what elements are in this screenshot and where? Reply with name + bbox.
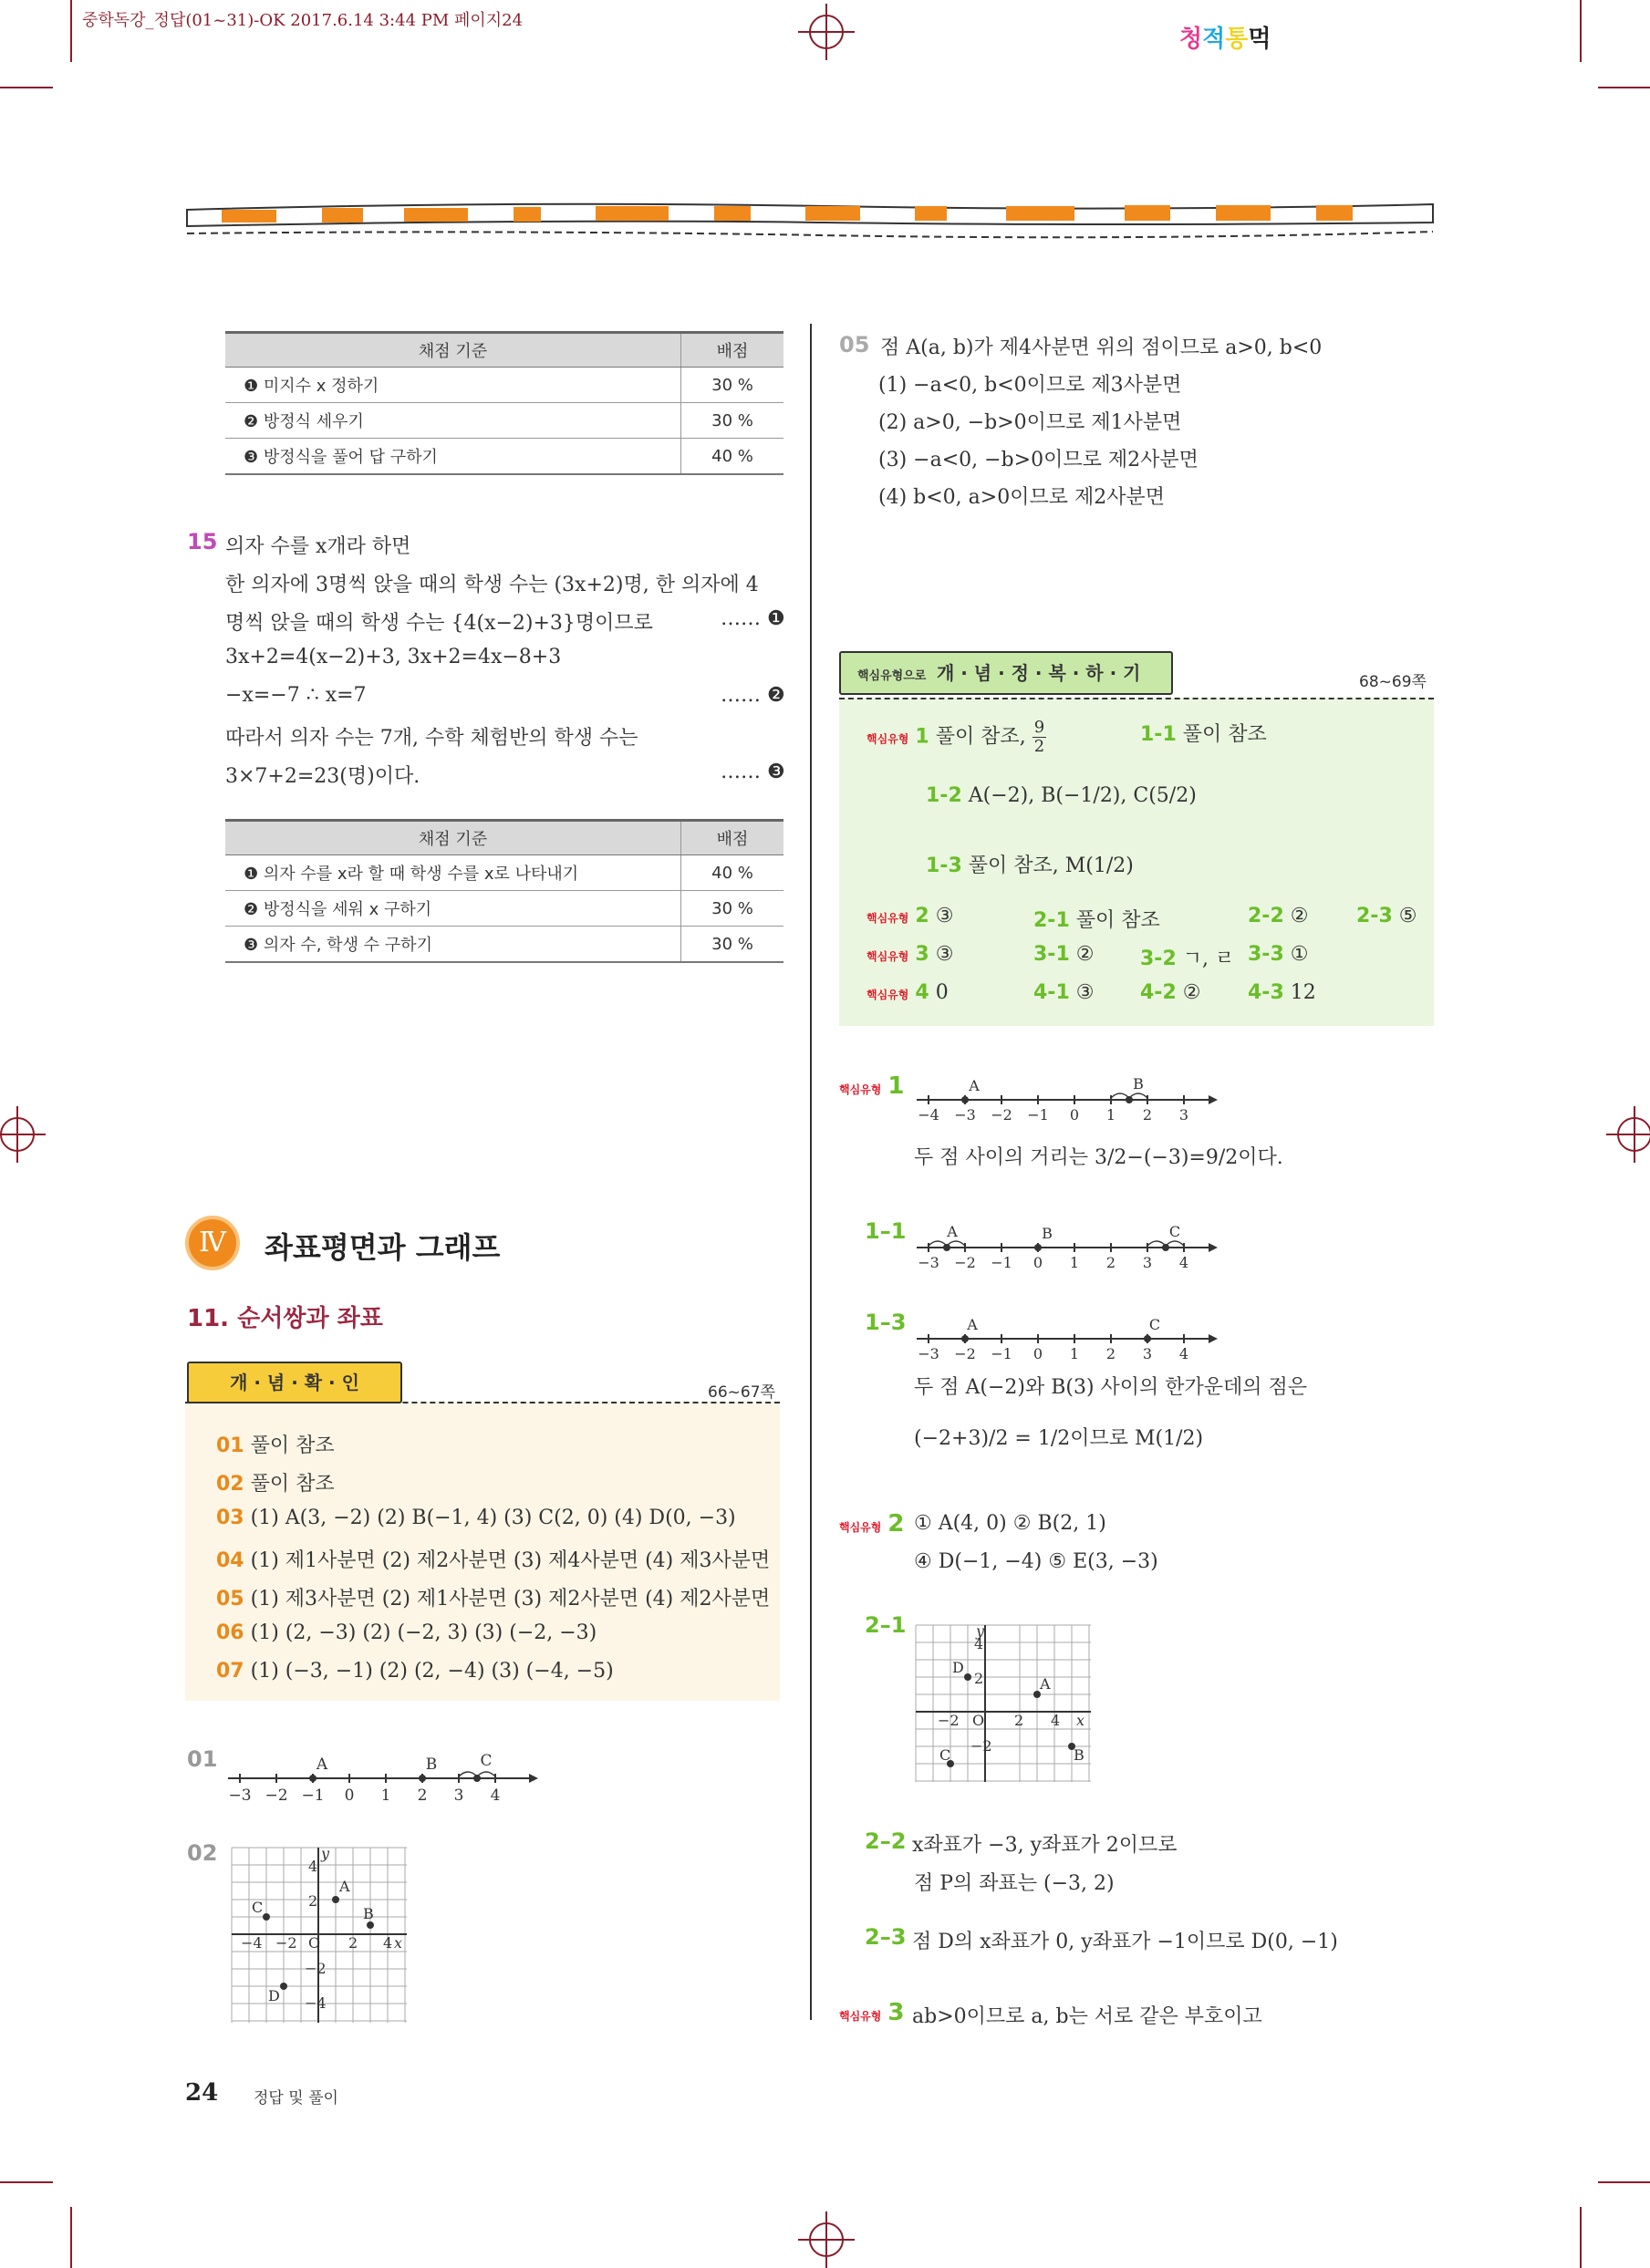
svg-text:C: C: [1168, 1223, 1181, 1240]
svg-text:A: A: [947, 1223, 958, 1240]
column-divider: [810, 324, 812, 2020]
points-cell: 30 %: [681, 368, 784, 403]
table-row: [225, 927, 783, 963]
step-marker: …… ❷: [721, 684, 785, 707]
crop-mark: [1598, 2181, 1650, 2183]
crop-mark: [70, 0, 72, 62]
solution-line: 의자 수를 x개라 하면: [225, 535, 411, 558]
review-row: 2-2 ②: [1248, 905, 1309, 927]
svg-text:C: C: [939, 1746, 951, 1764]
review-row: 3-3 ①: [1248, 943, 1309, 966]
solution-line: 한 의자에 3명씩 앉을 때의 학생 수는 (3x+2)명, 한 의자에 4: [225, 574, 759, 596]
solution-label: 핵심유형 1: [839, 1072, 905, 1100]
review-row: 핵심유형 4 0: [867, 981, 949, 1004]
registration-mark: [809, 15, 844, 49]
footer-title: 정답 및 풀이: [254, 2089, 338, 2107]
svg-text:3: 3: [1178, 1106, 1189, 1124]
review-row: 핵심유형 2 ③: [867, 905, 954, 927]
svg-text:1: 1: [1105, 1106, 1116, 1124]
figure-number: 02: [187, 1840, 218, 1866]
svg-text:y: y: [976, 1623, 985, 1640]
tick-label: 0: [344, 1786, 355, 1805]
svg-text:3: 3: [1142, 1345, 1153, 1362]
svg-text:−2: −2: [970, 1737, 992, 1755]
review-banner: 핵심유형으로 개 · 념 · 정 · 복 · 하 · 기: [839, 651, 1173, 695]
tick-label: 4: [490, 1786, 501, 1805]
solution-line: (3) −a<0, −b>0이므로 제2사분면: [878, 449, 1199, 471]
table-header-criteria: 채점 기준: [225, 333, 681, 368]
svg-text:−4: −4: [241, 1934, 263, 1952]
file-info: 중학독강_정답(01~31)-OK 2017.6.14 3:44 PM 페이지24: [82, 11, 524, 30]
svg-text:A: A: [1040, 1675, 1051, 1693]
table-row: [225, 439, 783, 475]
svg-text:2: 2: [1142, 1106, 1153, 1124]
svg-text:1: 1: [1069, 1254, 1080, 1271]
svg-text:2: 2: [1105, 1345, 1116, 1362]
tick-label: −2: [265, 1786, 288, 1805]
solution-label: 1–1: [865, 1218, 907, 1244]
table-header-points: 배점: [681, 821, 784, 855]
number-line-s11: [912, 1222, 1218, 1273]
svg-text:−2: −2: [954, 1254, 976, 1271]
svg-text:−3: −3: [954, 1106, 976, 1124]
point-label: A: [339, 1878, 350, 1895]
svg-text:2: 2: [308, 1892, 318, 1910]
svg-text:−1: −1: [1027, 1106, 1049, 1124]
point-label: C: [252, 1899, 264, 1916]
solution-line: 두 점 A(−2)와 B(3) 사이의 한가운데의 점은: [914, 1376, 1308, 1399]
concept-banner: 개 · 념 · 확 · 인: [187, 1362, 402, 1403]
svg-text:C: C: [1148, 1316, 1161, 1333]
solution-label: 2–2: [865, 1828, 907, 1854]
criteria-cell: ❶ 의자 수를 x라 할 때 학생 수를 x로 나타내기: [225, 855, 681, 891]
answer-item: 04 (1) 제1사분면 (2) 제2사분면 (3) 제4사분면 (4) 제3사분면: [216, 1549, 771, 1572]
review-row: 4-1 ③: [1033, 981, 1095, 1004]
solution-line: ① A(4, 0) ② B(2, 1): [914, 1512, 1106, 1535]
svg-text:y: y: [321, 1846, 330, 1862]
svg-text:−2: −2: [938, 1712, 960, 1729]
solution-line: 3x+2=4(x−2)+3, 3x+2=4x−8+3: [225, 646, 562, 668]
answer-item: 01 풀이 참조: [216, 1434, 335, 1457]
svg-text:B: B: [1074, 1746, 1084, 1764]
svg-text:4: 4: [1051, 1712, 1061, 1729]
criteria-cell: ❸ 방정식을 풀어 답 구하기: [225, 439, 681, 475]
svg-text:A: A: [967, 1316, 978, 1333]
tick-label: 2: [417, 1786, 428, 1805]
solution-line: 두 점 사이의 거리는 3/2−(−3)=9/2이다.: [914, 1146, 1283, 1169]
criteria-cell: ❸ 의자 수, 학생 수 구하기: [225, 927, 681, 963]
review-row: 2-1 풀이 참조: [1033, 909, 1160, 932]
svg-text:0: 0: [1033, 1254, 1043, 1271]
solution-label: 1–3: [865, 1310, 907, 1335]
svg-text:O: O: [308, 1934, 321, 1952]
solution-line: ④ D(−1, −4) ⑤ E(3, −3): [914, 1550, 1158, 1573]
criteria-cell: ❶ 미지수 x 정하기: [225, 368, 681, 403]
svg-text:2: 2: [1014, 1712, 1024, 1729]
solution-line: x좌표가 −3, y좌표가 2이므로: [912, 1834, 1178, 1857]
svg-text:−4: −4: [305, 1994, 327, 2012]
svg-text:x: x: [394, 1934, 403, 1952]
number-line-s1: [912, 1074, 1218, 1125]
solution-line: ab>0이므로 a, b는 서로 같은 부호이고: [912, 2005, 1262, 2028]
solution-line: 점 D의 x좌표가 0, y좌표가 −1이므로 D(0, −1): [912, 1931, 1338, 1953]
review-row: 1-2 A(−2), B(−1/2), C(5/2): [926, 784, 1197, 807]
svg-text:2: 2: [974, 1670, 984, 1687]
svg-text:−3: −3: [918, 1254, 939, 1271]
answer-item: 07 (1) (−3, −1) (2) (2, −4) (3) (−4, −5): [216, 1660, 614, 1683]
solution-label: 핵심유형 2: [839, 1510, 905, 1538]
criteria-cell: ❷ 방정식을 세워 x 구하기: [225, 891, 681, 927]
svg-text:x: x: [1076, 1712, 1085, 1729]
answer-item: 06 (1) (2, −3) (2) (−2, 3) (3) (−2, −3): [216, 1621, 597, 1644]
coordinate-grid-02: [230, 1846, 409, 2025]
review-row: 4-2 ②: [1140, 981, 1201, 1004]
review-row: 4-3 12: [1248, 981, 1316, 1004]
review-row: 핵심유형 3 ③: [867, 943, 954, 966]
svg-text:0: 0: [1069, 1106, 1080, 1124]
points-cell: 30 %: [681, 891, 784, 927]
chapter-number-badge: Ⅳ: [185, 1216, 240, 1270]
svg-text:−1: −1: [991, 1254, 1012, 1271]
registration-mark: [0, 1117, 35, 1152]
answer-item: 03 (1) A(3, −2) (2) B(−1, 4) (3) C(2, 0) (4) D(0, −3): [216, 1507, 736, 1529]
review-row: 2-3 ⑤: [1356, 905, 1417, 927]
solution-line: (1) −a<0, b<0이므로 제3사분면: [878, 374, 1182, 397]
divider: [839, 698, 1434, 699]
solution-line: 따라서 의자 수는 7개, 수학 체험반의 학생 수는: [225, 727, 638, 750]
review-row: 1-3 풀이 참조, M(1/2): [926, 854, 1134, 877]
brand-logo: 청적통먹: [1179, 26, 1271, 53]
answer-item: 05 (1) 제3사분면 (2) 제1사분면 (3) 제2사분면 (4) 제2사분면: [216, 1588, 771, 1610]
tick-label: 1: [380, 1786, 391, 1805]
point-label: A: [316, 1755, 328, 1774]
decorative-ribbon: [185, 193, 1435, 239]
table-row: [225, 403, 783, 439]
coordinate-grid-s21: [914, 1623, 1093, 1784]
solution-line: (4) b<0, a>0이므로 제2사분면: [878, 486, 1165, 509]
svg-text:2: 2: [1105, 1254, 1116, 1271]
svg-text:B: B: [1133, 1075, 1144, 1093]
svg-text:−2: −2: [991, 1106, 1012, 1124]
solution-line: −x=−7 ∴ x=7: [225, 684, 367, 707]
point-label: C: [480, 1752, 493, 1770]
chapter-title: 좌표평면과 그래프: [265, 1230, 501, 1265]
points-cell: 30 %: [681, 403, 784, 439]
svg-text:4: 4: [308, 1858, 318, 1875]
review-row: 핵심유형 1 풀이 참조, $\frac{9}{2}$: [867, 718, 1045, 756]
section-title: 11. 순서쌍과 좌표: [187, 1305, 383, 1332]
points-cell: 40 %: [681, 439, 784, 475]
svg-text:−4: −4: [918, 1106, 939, 1124]
solution-line: 점 A(a, b)가 제4사분면 위의 점이므로 a>0, b<0: [880, 337, 1323, 359]
figure-number: 01: [187, 1746, 218, 1772]
svg-text:4: 4: [383, 1934, 393, 1952]
tick-label: 3: [453, 1786, 464, 1805]
number-line-s13: [912, 1313, 1218, 1364]
solution-line: (2) a>0, −b>0이므로 제1사분면: [878, 411, 1182, 434]
points-cell: 30 %: [681, 927, 784, 963]
solution-line: (−2+3)/2 = 1/2이므로 M(1/2): [914, 1427, 1204, 1450]
point-label: D: [268, 1987, 280, 2004]
svg-text:4: 4: [974, 1635, 984, 1652]
review-row: 1-1 풀이 참조: [1140, 723, 1267, 746]
svg-text:D: D: [952, 1659, 964, 1676]
svg-text:O: O: [972, 1712, 985, 1729]
svg-text:−2: −2: [275, 1934, 297, 1952]
svg-text:B: B: [1042, 1225, 1053, 1242]
points-cell: 40 %: [681, 855, 784, 891]
solution-line: 명씩 앉을 때의 학생 수는 {4(x−2)+3}명이므로: [225, 612, 653, 635]
svg-text:−3: −3: [918, 1345, 939, 1362]
table-row: [225, 368, 783, 403]
answer-item: 02 풀이 참조: [216, 1473, 335, 1496]
table-row: [225, 891, 783, 927]
criteria-cell: ❷ 방정식 세우기: [225, 403, 681, 439]
svg-text:2: 2: [348, 1934, 358, 1952]
registration-mark: [809, 2222, 844, 2257]
solution-line: 점 P의 좌표는 (−3, 2): [914, 1872, 1115, 1895]
solution-label: 핵심유형 3: [839, 1999, 905, 2026]
review-row: 3-2 ㄱ, ㄹ: [1140, 948, 1235, 970]
review-row: 3-1 ②: [1033, 943, 1095, 966]
crop-mark: [70, 2207, 72, 2268]
tick-label: −3: [228, 1786, 252, 1805]
svg-text:−2: −2: [305, 1960, 327, 1977]
point-label: B: [363, 1905, 374, 1922]
scoring-table-2: [225, 819, 783, 963]
svg-text:−2: −2: [954, 1345, 976, 1362]
table-header-criteria: 채점 기준: [225, 821, 681, 855]
question-number: 05: [839, 332, 870, 357]
number-line-01: [223, 1751, 538, 1806]
point-label: B: [425, 1755, 438, 1774]
step-marker: …… ❸: [721, 761, 785, 783]
svg-text:3: 3: [1142, 1254, 1153, 1271]
tick-label: −1: [301, 1786, 325, 1805]
svg-text:A: A: [969, 1077, 980, 1094]
svg-text:1: 1: [1069, 1345, 1080, 1362]
svg-text:0: 0: [1033, 1345, 1043, 1362]
svg-text:4: 4: [1178, 1345, 1189, 1362]
page-number: 24: [185, 2079, 219, 2107]
scoring-table-1: [225, 331, 783, 475]
crop-mark: [1580, 0, 1582, 62]
crop-mark: [0, 87, 53, 88]
solution-label: 2–3: [865, 1924, 907, 1950]
solution-label: 2–1: [865, 1612, 907, 1638]
crop-mark: [0, 2181, 53, 2183]
question-number: 15: [187, 529, 218, 554]
solution-line: 3×7+2=23(명)이다.: [225, 765, 420, 788]
table-row: [225, 855, 783, 891]
crop-mark: [1580, 2207, 1582, 2268]
crop-mark: [1598, 87, 1650, 88]
svg-text:−1: −1: [991, 1345, 1012, 1362]
page-range: 68~69쪽: [1359, 673, 1427, 691]
page-range: 66~67쪽: [708, 1383, 775, 1402]
table-header-points: 배점: [681, 333, 784, 368]
svg-text:4: 4: [1178, 1254, 1189, 1271]
step-marker: …… ❶: [721, 607, 785, 630]
registration-mark: [1617, 1117, 1650, 1152]
